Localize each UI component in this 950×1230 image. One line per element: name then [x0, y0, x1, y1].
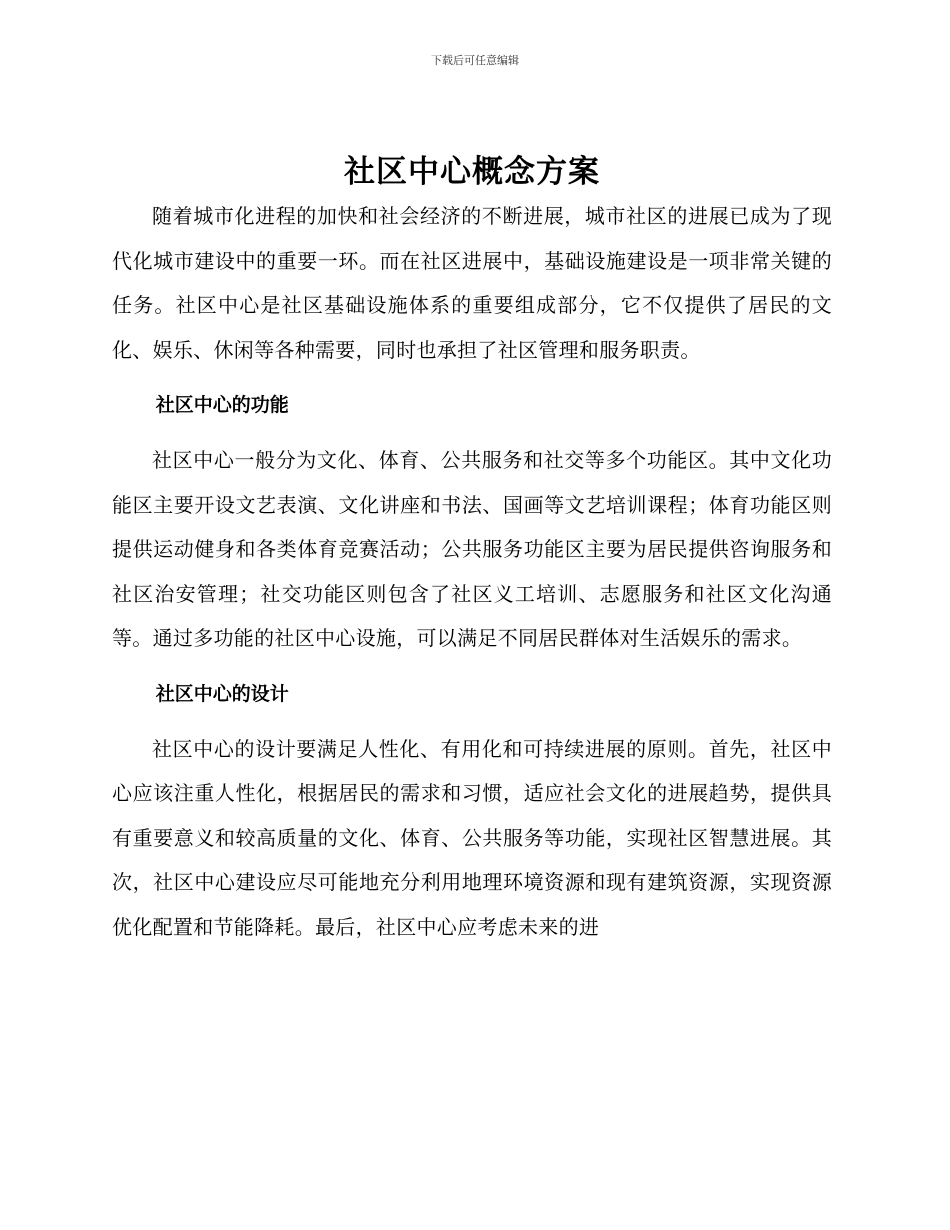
section-heading-design: 社区中心的设计 [155, 682, 289, 705]
document-body [112, 150, 832, 949]
section-paragraph-functions: 社区中心一般分为文化、体育、公共服务和社交等多个功能区。其中文化功能区主要开设文艺表演、文化讲座和书法、国画等文艺培训课程；体育功能区则提供运动健身和各类体育竞赛活动；公共服务功能区主要为居民提供咨询服务和社区治安管理；社交功能区则包含了社区义工培训、志愿服务和社区文化沟通等。通过多功能的社区中心设施，可以满足不同居民群体对生活娱乐的需求。 [112, 448, 832, 650]
page-header-note: 下载后可任意编辑 [431, 54, 519, 67]
intro-paragraph: 随着城市化进程的加快和社会经济的不断进展，城市社区的进展已成为了现代化城市建设中的重要一环。而在社区进展中，基础设施建设是一项非常关键的任务。社区中心是社区基础设施体系的重要组成部分，它不仅提供了居民的文化、娱乐、休闲等各种需要，同时也承担了社区管理和服务职责。 [112, 204, 832, 362]
section-heading-functions: 社区中心的功能 [155, 394, 289, 416]
section-paragraph-design: 社区中心的设计要满足人性化、有用化和可持续进展的原则。首先，社区中心应该注重人性化，根据居民的需求和习惯，适应社会文化的进展趋势，提供具有重要意义和较高质量的文化、体育、公共服务等功能，实现社区智慧进展。其次，社区中心建设应尽可能地充分利用地理环境资源和现有建筑资源，实现资源优化配置和节能降耗。最后，社区中心应考虑未来的进 [112, 736, 832, 939]
document-title: 社区中心概念方案 [344, 154, 600, 190]
